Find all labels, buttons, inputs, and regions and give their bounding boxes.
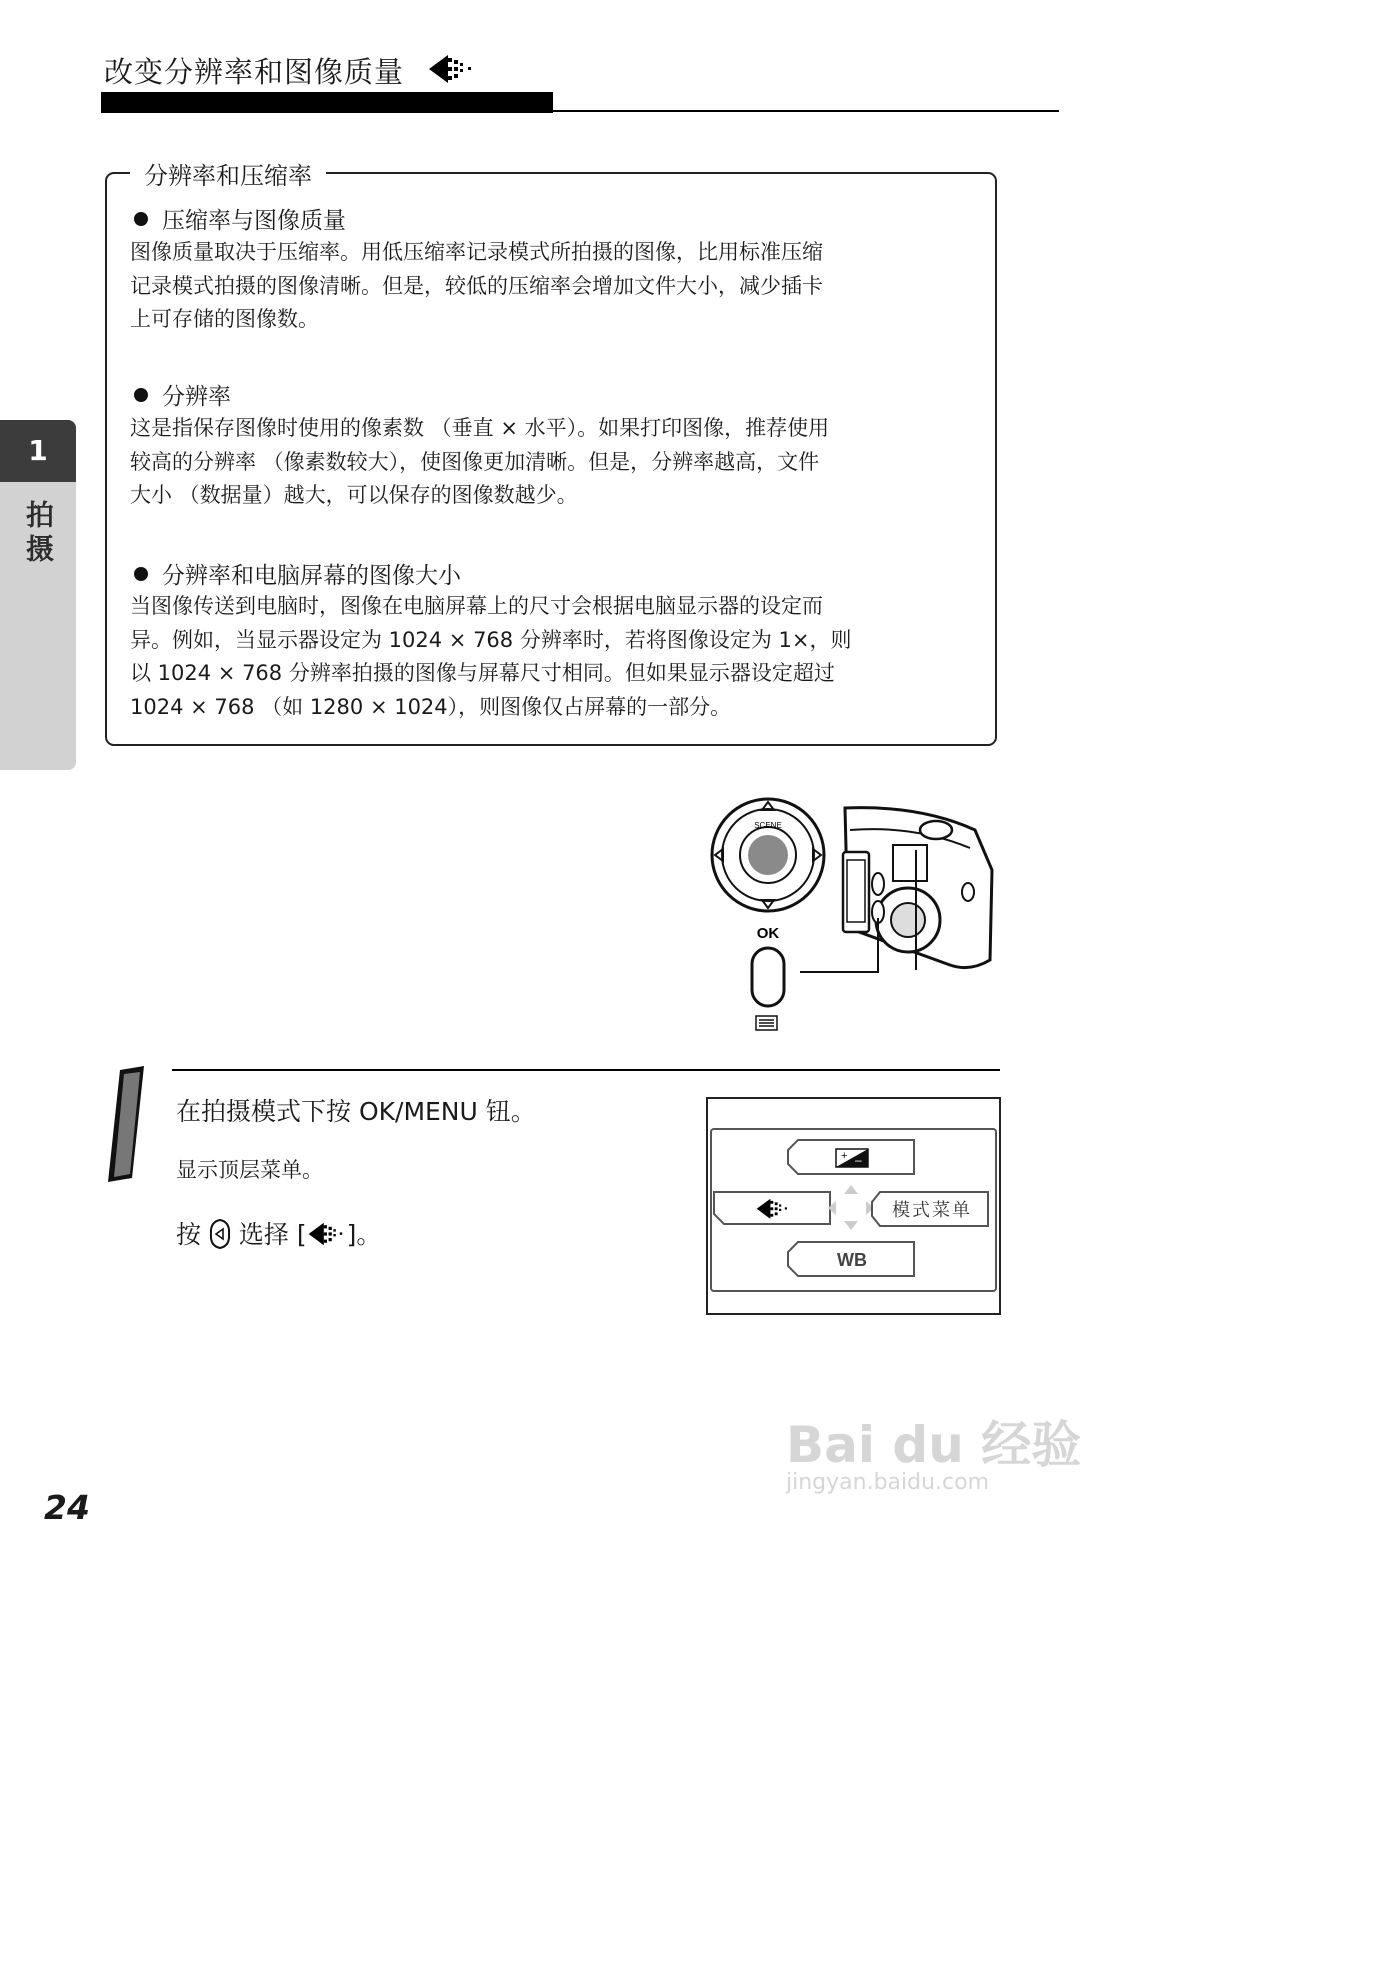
- bullet-icon: [134, 212, 148, 226]
- image-quality-icon: [428, 54, 476, 84]
- arrow-down-icon: [844, 1221, 858, 1230]
- menu-item-quality[interactable]: [714, 1192, 830, 1224]
- menu-item-wb[interactable]: [788, 1242, 914, 1276]
- step-subtext: 显示顶层菜单。: [176, 1158, 323, 1182]
- svg-text:WB: WB: [837, 1250, 867, 1270]
- camera-illustration: [700, 790, 1000, 1040]
- bullet-icon: [134, 567, 148, 581]
- svg-text:模式菜单: 模式菜单: [892, 1200, 972, 1221]
- page-title: 改变分辨率和图像质量: [104, 55, 405, 89]
- top-menu: [712, 1130, 992, 1286]
- step-instruction: 在拍摄模式下按 OK/MENU 钮。: [176, 1097, 536, 1126]
- bullet-icon: [134, 388, 148, 402]
- step-press-instruction: 按 选择 [ ]。: [176, 1220, 382, 1249]
- section-heading: 压缩率与图像质量: [134, 202, 346, 235]
- section-body: 图像质量取决于压缩率。用低压缩率记录模式所拍摄的图像，比用标准压缩 记录模式拍摄的图像清晰。但是，较低的压缩率会增加文件大小，减少插卡 上可存储的图像数。: [130, 240, 823, 331]
- left-arrow-button-icon: [209, 1219, 231, 1249]
- svg-text:+: +: [841, 1150, 848, 1162]
- menu-item-exposure[interactable]: [788, 1140, 914, 1174]
- watermark-url: jingyan.baidu.com: [786, 1470, 990, 1495]
- step-rule: [172, 1069, 1000, 1071]
- section-heading: 分辨率: [134, 378, 231, 411]
- section-body: 这是指保存图像时使用的像素数 （垂直 × 水平）。如果打印图像，推荐使用 较高的分辨率 （像素数较大），使图像更加清晰。但是，分辨率越高，文件 大小 （数据量）越大，可以保存的图像数越少。: [130, 416, 830, 507]
- chapter-label: 拍摄: [22, 500, 55, 568]
- quality-icon: [307, 1222, 347, 1246]
- menu-item-mode-menu[interactable]: [872, 1192, 988, 1226]
- title-rule-thick: [101, 92, 553, 113]
- scene-label: SCENE: [754, 821, 782, 830]
- svg-text:–: –: [855, 1153, 862, 1167]
- info-box-heading: 分辨率和压缩率: [130, 156, 326, 191]
- section-heading: 分辨率和电脑屏幕的图像大小: [134, 557, 461, 590]
- ok-button-illustration: [752, 948, 784, 1006]
- arrow-up-icon: [844, 1185, 858, 1194]
- title-rule-thin: [553, 110, 1059, 112]
- chapter-number: 1: [0, 420, 76, 482]
- step-number-one: [106, 1064, 148, 1182]
- page-number: 24: [44, 1488, 90, 1527]
- watermark-logo: Bai du 经验: [786, 1416, 1082, 1474]
- ok-label: OK: [756, 925, 780, 942]
- section-body: 当图像传送到电脑时，图像在电脑屏幕上的尺寸会根据电脑显示器的设定而 异。例如，当显示器设定为 1024 × 768 分辨率时，若将图像设定为 1×，则 以 1024 × 768 分辨率拍摄的图像与屏幕尺寸相同。但如果显示器设定超过 1024 × 768 （如 1280 × 1024），则图像仅占屏幕的一部分。: [130, 594, 852, 719]
